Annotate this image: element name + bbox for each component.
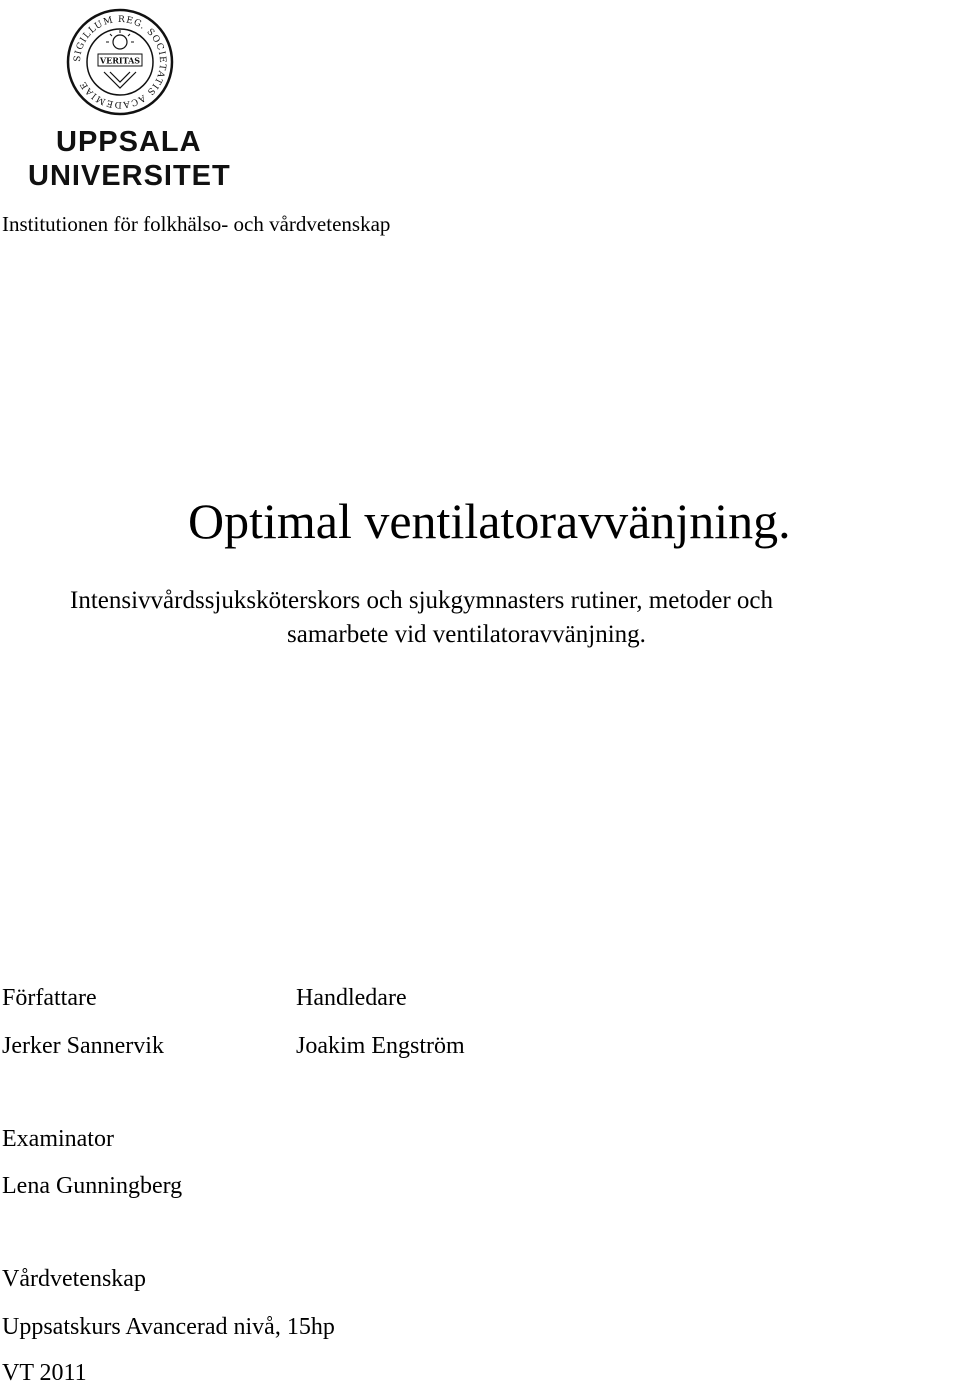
department-name: Institutionen för folkhälso- och vårdvetenskap xyxy=(2,212,391,236)
university-name-line1: UPPSALA xyxy=(56,126,202,158)
author-label: Författare xyxy=(2,985,97,1011)
university-name-line2: UNIVERSITET xyxy=(28,160,231,192)
subject: Vårdvetenskap xyxy=(2,1266,146,1292)
supervisor-name: Joakim Engström xyxy=(296,1033,465,1059)
seal-inner-text: VERITAS xyxy=(99,55,141,66)
term: VT 2011 xyxy=(2,1360,87,1386)
thesis-title: Optimal ventilatoravvänjning. xyxy=(188,493,791,549)
seal-ring-text: SIGILLUM REG. SOCIETATIS ACADEMIAE xyxy=(72,14,168,110)
university-seal-icon xyxy=(66,8,174,116)
thesis-subtitle-line1: Intensivvårdssjuksköterskors och sjukgymnasters rutiner, metoder och xyxy=(70,587,774,614)
supervisor-label: Handledare xyxy=(296,985,407,1011)
thesis-subtitle-line2: samarbete vid ventilatoravvänjning. xyxy=(287,621,646,648)
course-name: Uppsatskurs Avancerad nivå, 15hp xyxy=(2,1314,335,1340)
examiner-label: Examinator xyxy=(2,1126,114,1152)
author-name: Jerker Sannervik xyxy=(2,1033,164,1059)
examiner-name: Lena Gunningberg xyxy=(2,1173,183,1199)
